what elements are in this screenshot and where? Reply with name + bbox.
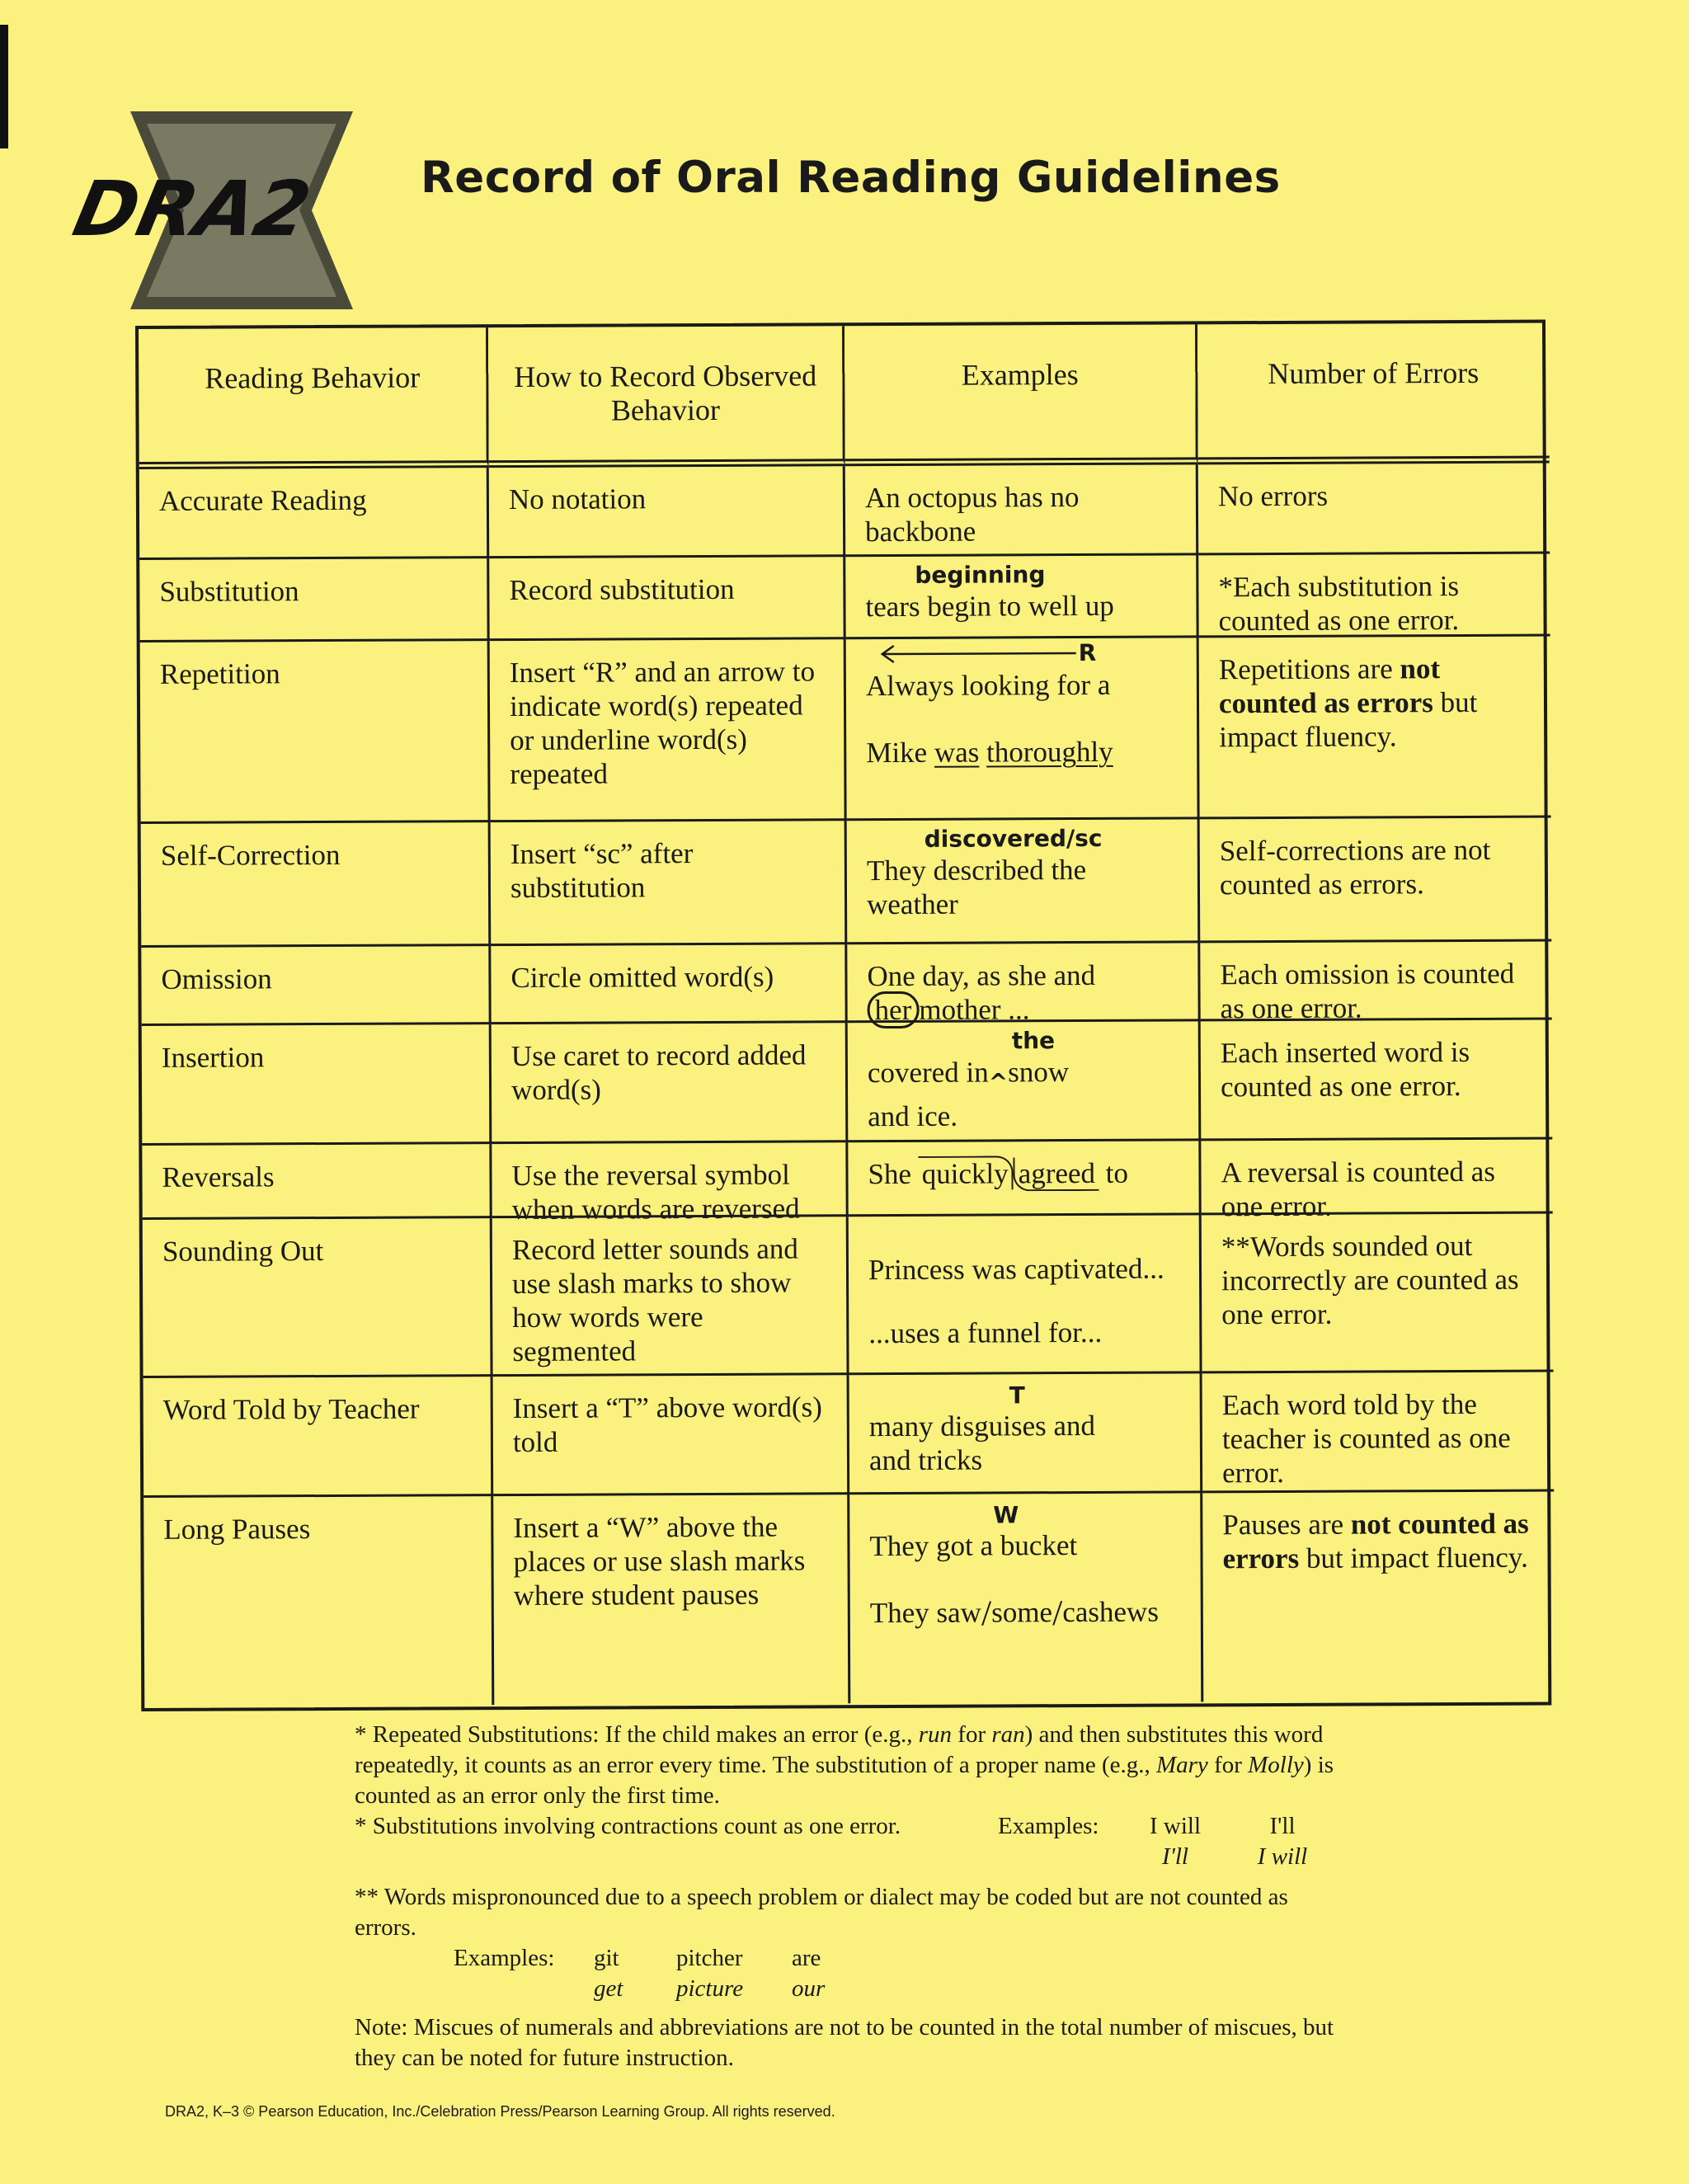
errors-self-correction: Self-corrections are not counted as errors. bbox=[1200, 818, 1552, 944]
example-repetition bbox=[846, 638, 1200, 821]
how-reversals: Use the reversal symbol when words are reversed bbox=[492, 1142, 848, 1218]
repetition-arrow-line bbox=[866, 639, 1177, 669]
note-examples-label: Examples: bbox=[454, 1945, 555, 1971]
footnotes bbox=[355, 1720, 1344, 2073]
repetition-r-mark: R bbox=[1078, 638, 1097, 667]
how-insertion: Use caret to record added word(s) bbox=[492, 1023, 849, 1144]
caret-icon: ^ bbox=[988, 1068, 1009, 1096]
pauses-errors-part1: Pauses are bbox=[1222, 1508, 1351, 1542]
example-substitution bbox=[845, 555, 1198, 639]
pause-words-b: some bbox=[991, 1596, 1053, 1629]
behavior-self-correction: Self-Correction bbox=[141, 822, 492, 948]
behavior-substitution: Substitution bbox=[139, 558, 489, 642]
pause-words-c: cashews bbox=[1062, 1595, 1159, 1629]
errors-long-pauses bbox=[1202, 1492, 1555, 1702]
ex-word-italic: I will bbox=[1257, 1843, 1308, 1870]
example-self-correction bbox=[847, 819, 1201, 944]
errors-accurate-reading: No errors bbox=[1198, 464, 1550, 556]
slash-mark: / bbox=[1052, 1593, 1063, 1634]
insertion-mark: the bbox=[1011, 1027, 1056, 1055]
note-contractions bbox=[355, 1811, 1344, 1872]
guidelines-table bbox=[135, 320, 1551, 1711]
self-correction-mark: discovered/sc bbox=[924, 824, 1103, 853]
errors-omission: Each omission is counted as one error. bbox=[1200, 942, 1551, 1022]
note-italic: Mary bbox=[1155, 1752, 1208, 1778]
behavior-word-told: Word Told by Teacher bbox=[143, 1377, 494, 1498]
word-told-text: many disguises and and tricks bbox=[868, 1409, 1096, 1477]
how-repetition: Insert “R” and an arrow to indicate word(s) repeated or underline word(s) repeated bbox=[490, 639, 847, 822]
long-pauses-mark: W bbox=[993, 1501, 1019, 1529]
contraction-pair-2 bbox=[1229, 1811, 1336, 1872]
example-insertion bbox=[848, 1021, 1202, 1142]
insertion-text-c: and ice. bbox=[868, 1099, 958, 1133]
how-sounding-out: Record letter sounds and use slash marks to show how words were segmented bbox=[492, 1217, 849, 1377]
repetition-word-was: was bbox=[934, 736, 980, 769]
example-reversals bbox=[848, 1141, 1201, 1217]
page-title: Record of Oral Reading Guidelines bbox=[421, 153, 1281, 203]
reversal-word-to: to bbox=[1105, 1156, 1129, 1189]
example-accurate-reading: An octopus has no backbone bbox=[845, 464, 1198, 557]
dra2-logo bbox=[66, 107, 386, 313]
header-number-of-errors: Number of Errors bbox=[1197, 323, 1550, 465]
how-accurate-reading: No notation bbox=[489, 466, 845, 558]
sounding-out-text-2: ...uses a funnel for... bbox=[868, 1316, 1103, 1350]
ex-word: I will bbox=[1149, 1813, 1202, 1839]
reversal-word-agreed: agreed bbox=[1014, 1157, 1099, 1191]
dialect-pair-1 bbox=[594, 1943, 676, 2004]
substitution-text: tears begin to well up bbox=[865, 589, 1114, 624]
how-substitution: Record substitution bbox=[489, 557, 845, 641]
long-pauses-slash-example bbox=[869, 1593, 1181, 1634]
note-text: for bbox=[952, 1721, 992, 1748]
example-omission bbox=[847, 943, 1200, 1027]
pauses-errors-bold: not counted as errors bbox=[1222, 1507, 1529, 1575]
insertion-text-a: covered in bbox=[867, 1056, 989, 1090]
repetition-word-mike: Mike bbox=[866, 736, 928, 770]
note-italic: Molly bbox=[1248, 1752, 1304, 1778]
ex-word: git bbox=[594, 1945, 619, 1971]
behavior-insertion: Insertion bbox=[142, 1024, 492, 1146]
how-self-correction: Insert “sc” after substitution bbox=[491, 821, 848, 946]
how-omission: Circle omitted word(s) bbox=[491, 944, 847, 1024]
errors-substitution: *Each substitution is counted as one error. bbox=[1198, 554, 1550, 638]
omission-text: One day, as she and bbox=[867, 958, 1096, 993]
note-examples-label: Examples: bbox=[998, 1813, 1099, 1839]
ex-word-italic: I'll bbox=[1162, 1843, 1188, 1870]
header-how-to-record: How to Record Observed Behavior bbox=[488, 326, 845, 468]
note-label: Repeated Substitutions: bbox=[372, 1721, 600, 1748]
substitution-mark: beginning bbox=[915, 561, 1046, 589]
note-italic: ran bbox=[991, 1721, 1025, 1748]
reversal-word-quickly: quickly bbox=[919, 1156, 1014, 1190]
note-text: for bbox=[1207, 1752, 1249, 1778]
self-correction-text: They described the weather bbox=[866, 853, 1087, 921]
how-word-told: Insert a “T” above word(s) told bbox=[493, 1375, 850, 1496]
behavior-accurate-reading: Accurate Reading bbox=[139, 468, 489, 560]
behavior-sounding-out: Sounding Out bbox=[143, 1218, 493, 1378]
note-numerals: Note: Miscues of numerals and abbreviations are not to be counted in the total number of miscues, but they can be noted for future instruction. bbox=[355, 2014, 1334, 2071]
omission-text-rest: mother ... bbox=[919, 993, 1030, 1026]
note-mispronounced-examples bbox=[355, 1943, 1344, 2004]
dialect-pair-3 bbox=[792, 1943, 874, 2004]
note-mispronounced: ** Words mispronounced due to a speech problem or dialect may be coded but are not counted as errors. bbox=[355, 1884, 1288, 1941]
pause-words-a: They saw bbox=[869, 1596, 982, 1630]
dialect-pair-2 bbox=[676, 1943, 792, 2004]
ex-word: pitcher bbox=[676, 1945, 743, 1971]
how-long-pauses: Insert a “W” above the places or use slash marks where student pauses bbox=[493, 1494, 850, 1705]
reversal-word-she: She bbox=[868, 1157, 912, 1191]
logo-text: DRA2 bbox=[66, 164, 318, 253]
ex-word: are bbox=[792, 1945, 821, 1971]
note-repeated-substitutions bbox=[355, 1720, 1344, 1811]
note-asterisk: * bbox=[355, 1721, 367, 1748]
ex-word-italic: picture bbox=[676, 1975, 744, 2002]
repetition-errors-part2: but impact fluency. bbox=[1219, 685, 1478, 754]
repetition-errors-bold: not counted as errors bbox=[1218, 652, 1441, 720]
note-contractions-text: * Substitutions involving contractions count as one error. bbox=[355, 1813, 901, 1839]
long-pauses-text: They got a bucket bbox=[869, 1529, 1078, 1563]
errors-word-told: Each word told by the teacher is counted as one error. bbox=[1202, 1372, 1555, 1494]
repetition-word-thoroughly: thoroughly bbox=[986, 735, 1113, 769]
insertion-text-b: snow bbox=[1008, 1056, 1070, 1089]
slash-mark: / bbox=[981, 1593, 992, 1634]
errors-reversals: A reversal is counted as one error. bbox=[1201, 1140, 1552, 1216]
copyright-footer: DRA2, K–3 © Pearson Education, Inc./Celebration Press/Pearson Learning Group. All rights reserved. bbox=[165, 2103, 835, 2120]
omission-circled-word: her bbox=[868, 991, 920, 1028]
example-word-told bbox=[849, 1373, 1203, 1494]
ex-word: I'll bbox=[1269, 1813, 1296, 1839]
header-examples: Examples bbox=[844, 324, 1198, 466]
behavior-repetition: Repetition bbox=[140, 641, 491, 824]
sounding-out-text-1: Princess was captivated... bbox=[868, 1252, 1164, 1287]
example-sounding-out bbox=[849, 1215, 1202, 1375]
note-text: ) and then substitutes this word repeatedly, it counts as an error every time. The substitution of a proper name (e.g., bbox=[355, 1721, 1324, 1778]
ex-word-italic: get bbox=[594, 1975, 623, 2002]
header-reading-behavior: Reading Behavior bbox=[139, 327, 489, 469]
pauses-errors-part2: but impact fluency. bbox=[1299, 1541, 1528, 1574]
repetition-errors-part1: Repetitions are bbox=[1218, 652, 1400, 686]
behavior-reversals: Reversals bbox=[142, 1144, 492, 1220]
example-long-pauses bbox=[849, 1493, 1203, 1703]
word-told-mark: T bbox=[1009, 1381, 1025, 1410]
scan-edge-mark bbox=[0, 25, 8, 148]
contraction-pair-1 bbox=[1122, 1811, 1229, 1872]
errors-sounding-out: **Words sounded out incorrectly are counted as one error. bbox=[1202, 1214, 1554, 1374]
repetition-text: Always looking for a bbox=[865, 668, 1111, 703]
note-text: If the child makes an error (e.g., bbox=[599, 1721, 919, 1748]
note-italic: run bbox=[918, 1721, 953, 1748]
errors-repetition bbox=[1199, 637, 1551, 820]
errors-insertion: Each inserted word is counted as one error. bbox=[1201, 1020, 1553, 1141]
note-text: ) is counted as an error only the first time. bbox=[355, 1752, 1334, 1809]
behavior-omission: Omission bbox=[141, 946, 491, 1026]
ex-word-italic: our bbox=[792, 1975, 826, 2002]
behavior-long-pauses: Long Pauses bbox=[143, 1496, 494, 1706]
repetition-underline-example bbox=[866, 734, 1177, 770]
